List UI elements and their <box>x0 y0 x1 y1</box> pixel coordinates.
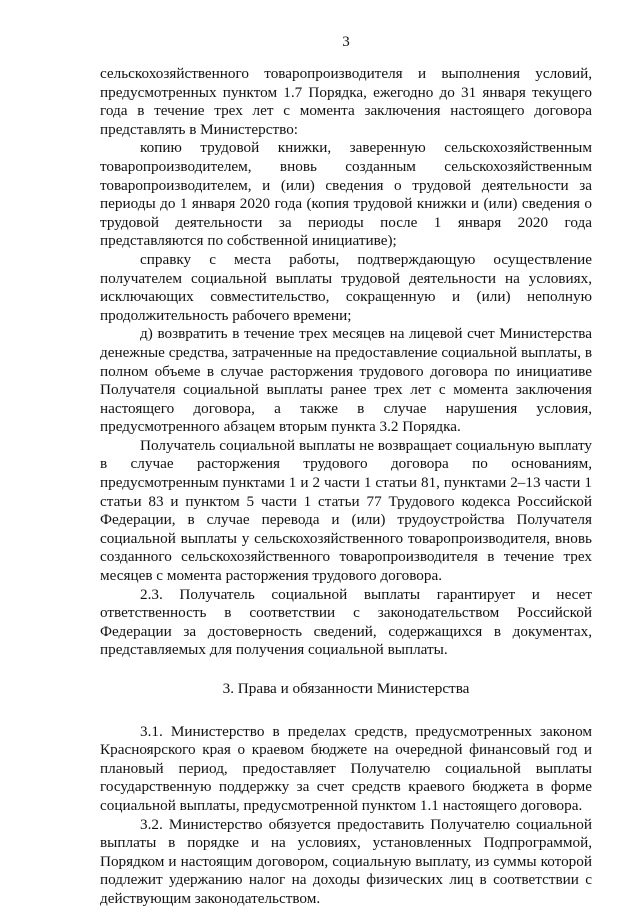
section-heading: 3. Права и обязанности Министерства <box>222 680 470 697</box>
paragraph: 2.3. Получатель социальной выплаты гарантирует и несет ответственность в соответствии с законодательством Российской Федерации за достоверность сведений, содержащихся в документах, представляемых для получения социальной выплаты. <box>100 585 592 659</box>
paragraph: Получатель социальной выплаты не возвращает социальную выплату в случае расторжения трудового договора по основаниям, предусмотренным пунктами 1 и 2 части 1 статьи 81, пунктами 2–13 части 1 статьи 83 и пунктом 5 части 1 статьи 77 Трудового кодекса Российской Федерации, в случае перевода и (или) трудоустройства Получателя социальной выплаты у сельскохозяйственного товаропроизводителя, вновь созданного сельскохозяйственного товаропроизводителя в течение трех месяцев с момента расторжения трудового договора. <box>100 436 592 585</box>
paragraph: 3.2. Министерство обязуется предоставить Получателю социальной выплаты в порядке и на условиях, установленных Подпрограммой, Порядком и настоящим договором, социальную выплату, из суммы которой подлежит удержанию налог на доходы физических лиц в соответствии с действующим законодательством. <box>100 815 592 907</box>
paragraph: 3.1. Министерство в пределах средств, предусмотренных законом Красноярского края о краевом бюджете на очередной финансовый год и плановый период, предоставляет Получателю социальной выплаты государственную поддержку за счет средств краевого бюджета в форме социальной выплаты, предусмотренной пунктом 1.1 настоящего договора. <box>100 722 592 814</box>
paragraph: сельскохозяйственного товаропроизводителя и выполнения условий, предусмотренных пунктом 1.7 Порядка, ежегодно до 31 января текущего года в течение трех лет с момента заключения настоящего договора представлять в Министерство: <box>100 65 592 138</box>
body-before-heading <box>100 65 592 660</box>
paragraph: справку с места работы, подтверждающую осуществление получателем социальной выплаты трудовой деятельности на условиях, исключающих совместительство, сокращенную и (или) неполную продолжительность рабочего времени; <box>100 250 592 324</box>
page-number: 3 <box>342 34 350 50</box>
paragraph: д) возвратить в течение трех месяцев на лицевой счет Министерства денежные средства, затраченные на предоставление социальной выплаты, в полном объеме в случае расторжения трудового договора по инициативе Получателя социальной выплаты ранее трех лет с момента заключения настоящего договора, а также в случае нарушения условия, предусмотренного абзацем вторым пункта 3.2 Порядка. <box>100 325 592 436</box>
body-after-heading <box>100 723 592 909</box>
paragraph: копию трудовой книжки, заверенную сельскохозяйственным товаропроизводителем, вновь созданным сельскохозяйственным товаропроизводителем, и (или) сведения о трудовой деятельности за периоды до 1 января 2020 года (копия трудовой книжки и (или) сведения о трудовой деятельности за периоды после 1 января 2020 года представляются по собственной инициативе); <box>100 139 592 250</box>
